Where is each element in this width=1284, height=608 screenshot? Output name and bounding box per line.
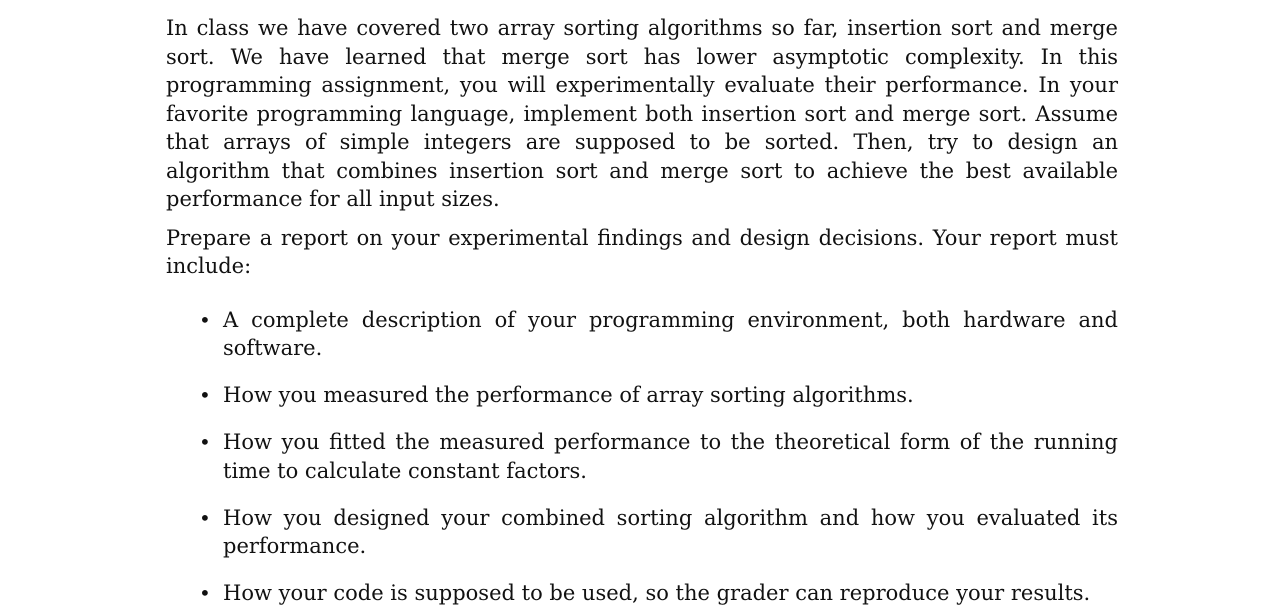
- bullet-icon: •: [199, 581, 211, 605]
- list-item-text: How you measured the performance of array sorting algorithms.: [223, 383, 914, 407]
- list-item-text: How your code is supposed to be used, so the grader can reproduce your results.: [223, 581, 1091, 605]
- list-item: [166, 504, 1118, 561]
- bullet-icon: •: [199, 383, 211, 407]
- report-requirements-paragraph: Prepare a report on your experimental findings and design decisions. Your report must include:: [166, 225, 1118, 278]
- list-item: [166, 579, 1118, 608]
- list-item-text: A complete description of your programming environment, both hardware and software.: [223, 307, 1118, 360]
- list-item: [166, 306, 1118, 363]
- list-item-text: How you designed your combined sorting algorithm and how you evaluated its performance.: [223, 505, 1118, 558]
- list-item: [166, 428, 1118, 485]
- bullet-icon: •: [199, 430, 211, 454]
- intro-paragraph: In class we have covered two array sorting algorithms so far, insertion sort and merge sort. We have learned that merge sort has lower asymptotic complexity. In this programming assignment, you will experimentally evaluate their performance. In your favorite programming language, implement both insertion sort and merge sort. Assume that arrays of simple integers are supposed to be sorted. Then, try to design an algorithm that combines insertion sort and merge sort to achieve the best available performance for all input sizes.: [166, 16, 1118, 211]
- bullet-icon: •: [199, 505, 211, 530]
- bullet-icon: •: [199, 307, 211, 332]
- list-item-text: How you fitted the measured performance to the theoretical form of the running time to calculate constant factors.: [223, 430, 1118, 483]
- list-item: [166, 381, 1118, 410]
- document-page: [166, 14, 1118, 608]
- report-requirements-list: [166, 306, 1118, 608]
